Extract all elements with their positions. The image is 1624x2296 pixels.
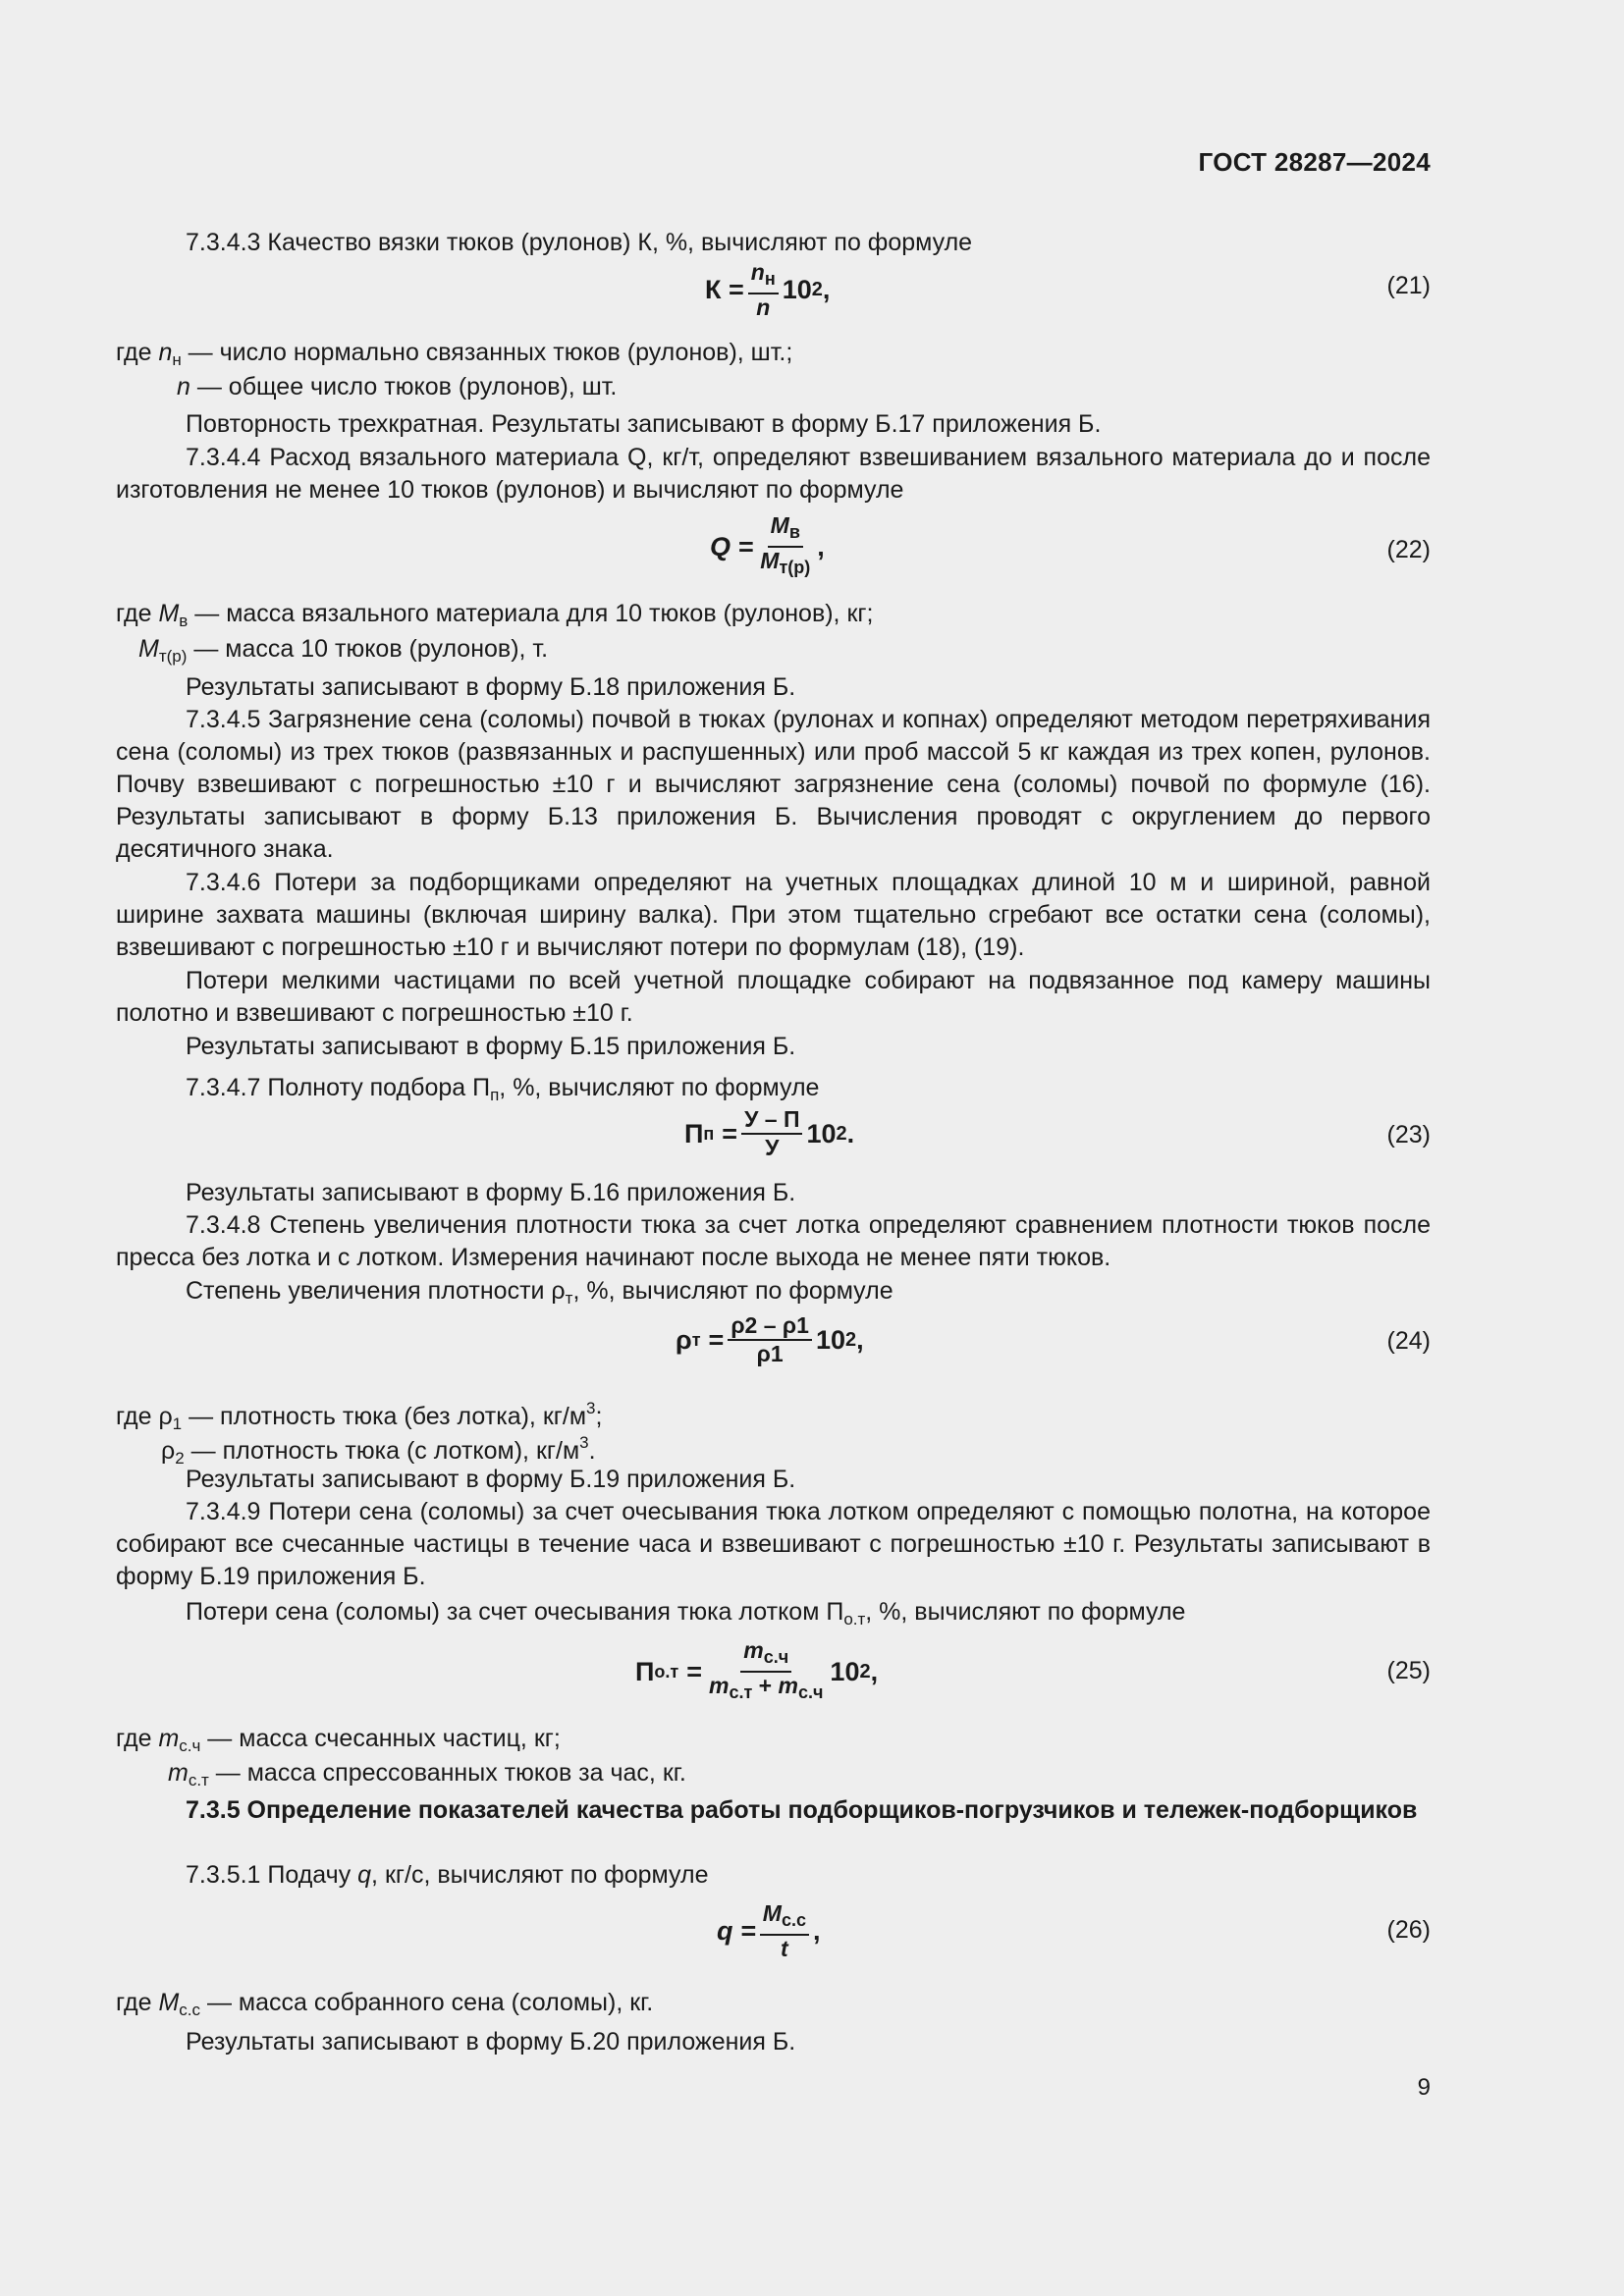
numerator: n — [750, 258, 765, 285]
where-m-tr: $M_{т(р)}$ — масса 10 тюков (рулонов), т. — [138, 635, 549, 666]
where-rho-1: где $\rho_1$ — плотность тюка (без лотка), $кг/м^3$; — [116, 1399, 603, 1433]
clause-7-3-4-6-text2: Потери мелкими частицами по всей учетной площадке собирают на подвязанное под камеру машины полотно и взвешивают с погрешностью ±10 г. — [116, 967, 1431, 1027]
equation-number: (21) — [1386, 272, 1431, 299]
clause-7-3-5-1-results: Результаты записывают в форму Б.20 приложения Б. — [186, 2028, 796, 2056]
formula-25: П о.т = $\frac{m_{с.ч}}{m_{с.т} + m_{с.ч}}$ 10 2 , (25) — [0, 1637, 1624, 1706]
fraction: $\frac{У - П}{У}$ — [741, 1106, 802, 1161]
where-m-ss: где $M_{с.с}$ — масса собранного сена (соломы), кг. — [116, 1989, 654, 2019]
clause-7-3-4-4-results: Результаты записывают в форму Б.18 приложения Б. — [186, 673, 796, 701]
where-m-v: где $M_в$ — масса вязального материала для 10 тюков (рулонов), кг; — [116, 600, 874, 630]
clause-7-3-4-8-intro: Степень увеличения плотности $\rho_т$, %, вычисляют по формуле — [186, 1277, 893, 1308]
clause-7-3-4-9: 7.3.4.9 Потери сена (соломы) за счет очесывания тюка лотком определяют с помощью полотна, на которое собирают все счесанные частицы в течение часа и взвешивают с погрешностью ±10 г. Результаты записывают в форму Б.19 приложения Б. — [116, 1498, 1431, 1590]
clause-7-3-4-3-intro: 7.3.4.3 Качество вязки тюков (рулонов) К, %, вычисляют по формуле — [186, 229, 973, 256]
equation-number: (22) — [1386, 536, 1431, 563]
where-m-st: $m_{с.т}$ — масса спрессованных тюков за час, кг. — [168, 1759, 686, 1789]
clause-7-3-4-6-results: Результаты записывают в форму Б.15 приложения Б. — [186, 1033, 796, 1060]
where-m-sch: где $m_{с.ч}$ — масса счесанных частиц, кг; — [116, 1725, 561, 1755]
clause-7-3-4-4-intro: 7.3.4.4 Расход вязального материала Q, кг/т, определяют взвешиванием вязального материала до и после изготовления не менее 10 тюков (рулонов) и вычисляют по формуле — [116, 444, 1431, 504]
formula-24: ρ т = $\frac{\rho 2 - \rho 1}{\rho 1}$ 10 2 , (24) — [676, 1312, 1431, 1366]
fraction: $\frac{\rho 2 - \rho 1}{\rho 1}$ — [728, 1312, 812, 1367]
fraction: $\frac{M_{с.с}}{t}$ — [760, 1900, 809, 1962]
fraction: $\frac{m_{с.ч}}{m_{с.т} + m_{с.ч}}$ — [709, 1637, 824, 1702]
clause-7-3-4-8-results: Результаты записывают в форму Б.19 приложения Б. — [186, 1466, 796, 1493]
page-number: 9 — [1417, 2074, 1431, 2101]
where-n-h: где $n_н$ — число нормально связанных тюков (рулонов), шт.; — [116, 339, 793, 369]
equation-number: (23) — [1386, 1121, 1431, 1148]
equation-number: (25) — [1386, 1657, 1431, 1684]
clause-7-3-5-1-intro: 7.3.5.1 Подачу q, кг/с, вычисляют по формуле — [186, 1861, 709, 1889]
formula-23: П п = $\frac{У - П}{У}$ 10 2 . (23) — [684, 1106, 1431, 1160]
where-n: n — общее число тюков (рулонов), шт. — [177, 373, 618, 400]
formula-22: Q = $\frac{M_в}{M_{т(р)}}$ , (22) — [0, 512, 1624, 581]
fraction: $\frac{M_в}{M_{т(р)}}$ — [760, 512, 811, 577]
equation-number: (26) — [1386, 1916, 1431, 1944]
clause-7-3-4-8: 7.3.4.8 Степень увеличения плотности тюка за счет лотка определяют сравнением плотности тюков после пресса без лотка и с лотком. Измерения начинают после выхода не менее пяти тюков. — [116, 1211, 1431, 1271]
formula-26: q = $\frac{M_{с.с}}{t}$ , (26) — [717, 1899, 1431, 1961]
denominator: n — [756, 294, 771, 320]
clause-7-3-4-5: 7.3.4.5 Загрязнение сена (соломы) почвой в тюках (рулонах и копнах) определяют методом перетряхивания сена (соломы) из трех тюков (развязанных и распушенных) или проб массой 5 кг каждая из трех копен, рулонов. Почву взвешивают с погрешностью ±10 г и вычисляют загрязнение сена (соломы) почвой по формуле (16). Результаты записывают в форму Б.13 приложения Б. Вычисления проводят с округлением до первого десятичного знака. — [116, 706, 1431, 863]
clause-7-3-4-3-repeat: Повторность трехкратная. Результаты записывают в форму Б.17 приложения Б. — [186, 410, 1102, 438]
clause-7-3-4-7-intro: 7.3.4.7 Полноту подбора $П_п$, %, вычисляют по формуле — [186, 1074, 820, 1104]
section-7-3-5-heading: 7.3.5 Определение показателей качества работы подборщиков-погрузчиков и тележек-подборщиков — [186, 1796, 1418, 1824]
clause-7-3-4-6: 7.3.4.6 Потери за подборщиками определяют на учетных площадках длиной 10 м и шириной, равной ширине захвата машины (включая ширину валка). При этом тщательно сгребают все остатки сена (соломы), взвешивают с погрешностью ±10 г и вычисляют потери по формулам (18), (19). — [116, 869, 1431, 961]
document-code: ГОСТ 28287—2024 — [1198, 147, 1431, 177]
formula-21: К = $\frac{n_н}{n}$ 10 2 , (21) — [705, 258, 1431, 320]
equation-number: (24) — [1386, 1327, 1431, 1355]
fraction: $\frac{n_н}{n}$ — [748, 259, 779, 321]
clause-7-3-4-7-results: Результаты записывают в форму Б.16 приложения Б. — [186, 1179, 796, 1206]
formula-lhs: Q = — [710, 531, 754, 561]
where-rho-2: $\rho_2$ — плотность тюка (с лотком), $кг/м^3$. — [161, 1433, 596, 1468]
clause-7-3-4-9-intro: Потери сена (соломы) за счет очесывания тюка лотком $П_{о.т}$, %, вычисляют по формуле — [186, 1598, 1186, 1629]
formula-lhs: К = — [705, 274, 744, 304]
